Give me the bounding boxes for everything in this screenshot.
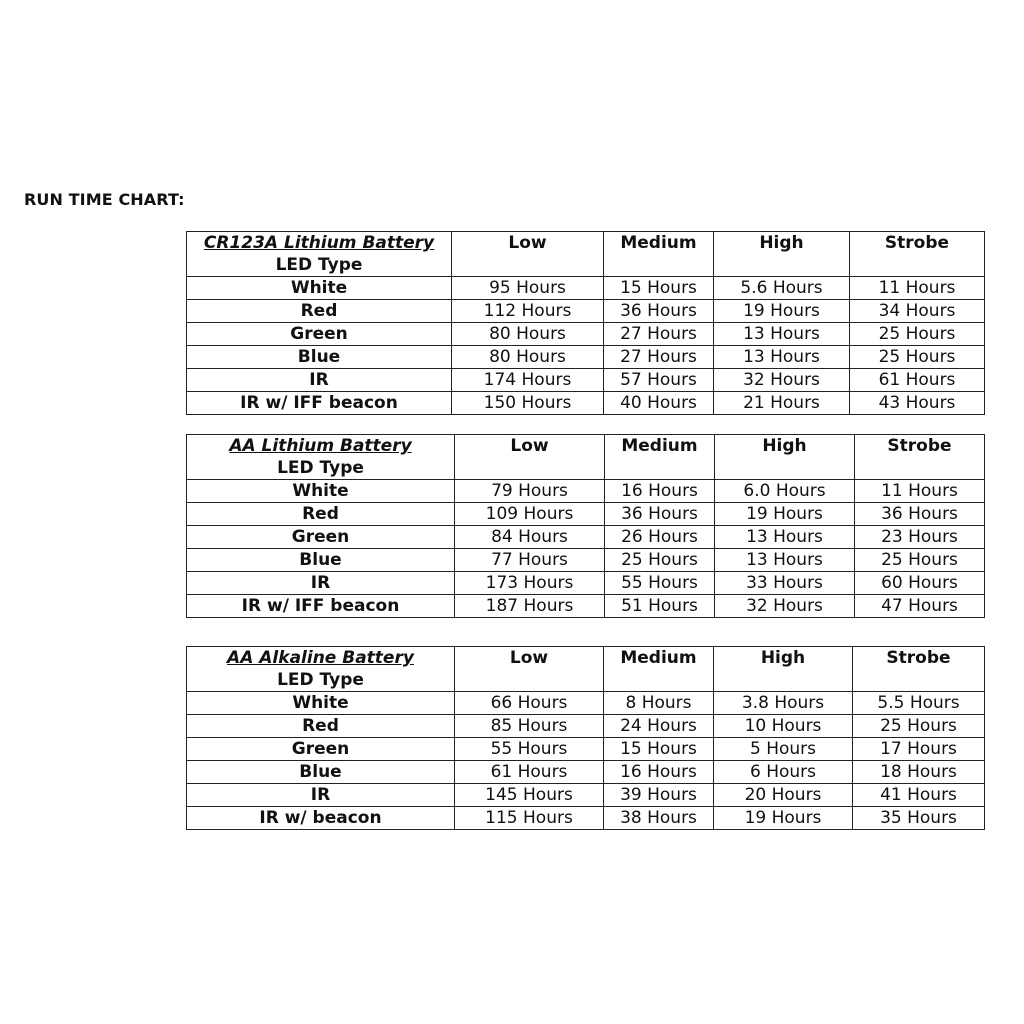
runtime-cell: 11 Hours <box>855 480 985 503</box>
battery-header-cell <box>187 232 452 277</box>
runtime-cell: 84 Hours <box>455 526 605 549</box>
runtime-cell: 25 Hours <box>850 346 985 369</box>
led-type-cell: IR <box>187 784 455 807</box>
led-type-cell: Red <box>187 715 455 738</box>
runtime-cell: 51 Hours <box>605 595 715 618</box>
runtime-cell: 80 Hours <box>452 346 604 369</box>
runtime-cell: 39 Hours <box>604 784 714 807</box>
table-row <box>187 526 985 549</box>
runtime-cell: 11 Hours <box>850 277 985 300</box>
table-header-row <box>187 232 985 277</box>
runtime-cell: 80 Hours <box>452 323 604 346</box>
runtime-cell: 25 Hours <box>850 323 985 346</box>
runtime-cell: 60 Hours <box>855 572 985 595</box>
runtime-cell: 23 Hours <box>855 526 985 549</box>
runtime-cell: 5.6 Hours <box>714 277 850 300</box>
page-title: RUN TIME CHART: <box>24 190 185 209</box>
led-type-cell: Blue <box>187 549 455 572</box>
led-type-label: LED Type <box>277 458 364 478</box>
led-type-cell: Blue <box>187 761 455 784</box>
table-header-row <box>187 647 985 692</box>
led-type-cell: White <box>187 692 455 715</box>
runtime-cell: 40 Hours <box>604 392 714 415</box>
table-row <box>187 323 985 346</box>
runtime-cell: 13 Hours <box>715 549 855 572</box>
runtime-cell: 61 Hours <box>455 761 604 784</box>
runtime-cell: 5.5 Hours <box>853 692 985 715</box>
column-header-strobe: Strobe <box>850 232 985 277</box>
runtime-cell: 115 Hours <box>455 807 604 830</box>
runtime-table-aa-lithium <box>186 434 985 618</box>
runtime-cell: 16 Hours <box>605 480 715 503</box>
runtime-cell: 43 Hours <box>850 392 985 415</box>
column-header-low: Low <box>455 435 605 480</box>
runtime-cell: 3.8 Hours <box>714 692 853 715</box>
runtime-cell: 32 Hours <box>715 595 855 618</box>
runtime-cell: 36 Hours <box>855 503 985 526</box>
table-row <box>187 503 985 526</box>
table-row <box>187 549 985 572</box>
runtime-cell: 34 Hours <box>850 300 985 323</box>
runtime-cell: 145 Hours <box>455 784 604 807</box>
runtime-cell: 95 Hours <box>452 277 604 300</box>
runtime-cell: 10 Hours <box>714 715 853 738</box>
runtime-cell: 25 Hours <box>855 549 985 572</box>
runtime-table-cr123a <box>186 231 985 415</box>
led-type-cell: Blue <box>187 346 452 369</box>
battery-header-cell <box>187 435 455 480</box>
runtime-cell: 18 Hours <box>853 761 985 784</box>
runtime-cell: 20 Hours <box>714 784 853 807</box>
table-row <box>187 392 985 415</box>
table-row <box>187 300 985 323</box>
runtime-table-aa-alkaline <box>186 646 985 830</box>
led-type-label: LED Type <box>277 670 364 690</box>
runtime-cell: 35 Hours <box>853 807 985 830</box>
runtime-cell: 25 Hours <box>605 549 715 572</box>
battery-type-label: CR123A Lithium Battery <box>203 233 435 253</box>
table-row <box>187 277 985 300</box>
column-header-medium: Medium <box>605 435 715 480</box>
battery-type-label: AA Lithium Battery <box>229 436 412 456</box>
runtime-cell: 16 Hours <box>604 761 714 784</box>
led-type-cell: IR w/ IFF beacon <box>187 392 452 415</box>
table-header-row <box>187 435 985 480</box>
table-row <box>187 595 985 618</box>
runtime-cell: 36 Hours <box>604 300 714 323</box>
runtime-cell: 19 Hours <box>715 503 855 526</box>
led-type-cell: Red <box>187 503 455 526</box>
runtime-cell: 112 Hours <box>452 300 604 323</box>
led-type-cell: White <box>187 480 455 503</box>
column-header-high: High <box>715 435 855 480</box>
runtime-cell: 55 Hours <box>455 738 604 761</box>
runtime-cell: 24 Hours <box>604 715 714 738</box>
runtime-cell: 150 Hours <box>452 392 604 415</box>
battery-type-label: AA Alkaline Battery <box>227 648 414 668</box>
runtime-cell: 173 Hours <box>455 572 605 595</box>
battery-header-cell <box>187 647 455 692</box>
runtime-cell: 41 Hours <box>853 784 985 807</box>
runtime-cell: 19 Hours <box>714 300 850 323</box>
runtime-cell: 8 Hours <box>604 692 714 715</box>
led-type-cell: Green <box>187 526 455 549</box>
column-header-low: Low <box>455 647 604 692</box>
runtime-cell: 79 Hours <box>455 480 605 503</box>
runtime-cell: 26 Hours <box>605 526 715 549</box>
runtime-cell: 15 Hours <box>604 277 714 300</box>
runtime-cell: 13 Hours <box>714 323 850 346</box>
led-type-cell: Green <box>187 738 455 761</box>
led-type-cell: IR <box>187 369 452 392</box>
runtime-cell: 57 Hours <box>604 369 714 392</box>
runtime-cell: 187 Hours <box>455 595 605 618</box>
runtime-cell: 61 Hours <box>850 369 985 392</box>
table-row <box>187 761 985 784</box>
column-header-high: High <box>714 647 853 692</box>
column-header-medium: Medium <box>604 232 714 277</box>
led-type-label: LED Type <box>275 255 363 275</box>
runtime-cell: 85 Hours <box>455 715 604 738</box>
led-type-cell: White <box>187 277 452 300</box>
runtime-cell: 5 Hours <box>714 738 853 761</box>
runtime-cell: 6 Hours <box>714 761 853 784</box>
table-row <box>187 807 985 830</box>
column-header-strobe: Strobe <box>855 435 985 480</box>
table-row <box>187 738 985 761</box>
runtime-cell: 174 Hours <box>452 369 604 392</box>
led-type-cell: IR <box>187 572 455 595</box>
runtime-cell: 32 Hours <box>714 369 850 392</box>
runtime-cell: 13 Hours <box>715 526 855 549</box>
led-type-cell: IR w/ IFF beacon <box>187 595 455 618</box>
runtime-cell: 47 Hours <box>855 595 985 618</box>
runtime-cell: 66 Hours <box>455 692 604 715</box>
runtime-cell: 109 Hours <box>455 503 605 526</box>
runtime-cell: 33 Hours <box>715 572 855 595</box>
runtime-cell: 55 Hours <box>605 572 715 595</box>
table-row <box>187 692 985 715</box>
led-type-cell: IR w/ beacon <box>187 807 455 830</box>
runtime-cell: 27 Hours <box>604 346 714 369</box>
table-row <box>187 480 985 503</box>
runtime-cell: 27 Hours <box>604 323 714 346</box>
runtime-cell: 15 Hours <box>604 738 714 761</box>
runtime-cell: 19 Hours <box>714 807 853 830</box>
led-type-cell: Red <box>187 300 452 323</box>
table-row <box>187 572 985 595</box>
table-row <box>187 346 985 369</box>
column-header-high: High <box>714 232 850 277</box>
runtime-cell: 13 Hours <box>714 346 850 369</box>
table-row <box>187 715 985 738</box>
column-header-low: Low <box>452 232 604 277</box>
column-header-medium: Medium <box>604 647 714 692</box>
runtime-cell: 38 Hours <box>604 807 714 830</box>
table-row <box>187 784 985 807</box>
runtime-cell: 36 Hours <box>605 503 715 526</box>
led-type-cell: Green <box>187 323 452 346</box>
column-header-strobe: Strobe <box>853 647 985 692</box>
runtime-cell: 77 Hours <box>455 549 605 572</box>
runtime-cell: 25 Hours <box>853 715 985 738</box>
runtime-cell: 17 Hours <box>853 738 985 761</box>
table-row <box>187 369 985 392</box>
runtime-cell: 21 Hours <box>714 392 850 415</box>
runtime-cell: 6.0 Hours <box>715 480 855 503</box>
